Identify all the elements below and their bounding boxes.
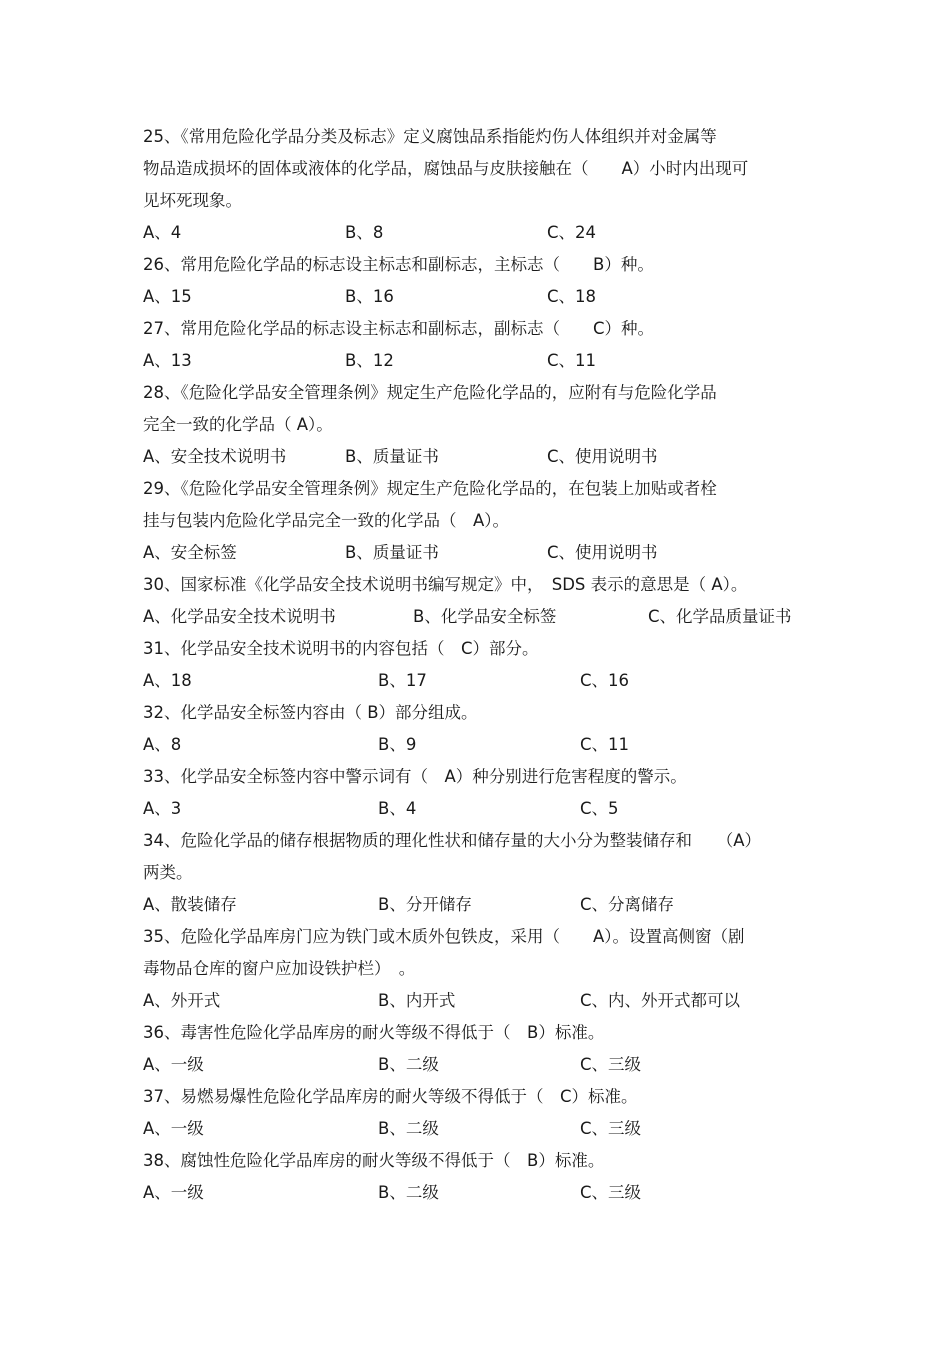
question-text-line: 完全一致的化学品（ A）。: [143, 415, 333, 434]
answer-options: [143, 540, 823, 572]
answer-option-c: C、分离储存: [580, 895, 675, 914]
question-item: [143, 1084, 823, 1148]
answer-options: [143, 892, 823, 924]
answer-option-b: B、质量证书: [345, 447, 439, 466]
question-text-line: 毒物品仓库的窗户应加设铁护栏） 。: [143, 959, 416, 978]
question-text-line: 36、毒害性危险化学品库房的耐火等级不得低于（ B）标准。: [143, 1023, 605, 1042]
answer-option-c: C、5: [580, 799, 619, 818]
answer-option-b: B、二级: [378, 1055, 439, 1074]
answer-option-b: B、质量证书: [345, 543, 439, 562]
answer-option-a: A、外开式: [143, 991, 221, 1010]
answer-options: [143, 1116, 823, 1148]
answer-options: [143, 284, 823, 316]
answer-option-a: A、化学品安全技术说明书: [143, 607, 336, 626]
answer-options: [143, 444, 823, 476]
question-text-line: 33、化学品安全标签内容中警示词有（ A）种分别进行危害程度的警示。: [143, 767, 687, 786]
answer-option-c: C、三级: [580, 1055, 642, 1074]
answer-option-a: A、18: [143, 671, 192, 690]
question-text-line: 38、腐蚀性危险化学品库房的耐火等级不得低于（ B）标准。: [143, 1151, 605, 1170]
answer-options: [143, 668, 823, 700]
answer-option-a: A、安全技术说明书: [143, 447, 287, 466]
answer-option-b: B、二级: [378, 1183, 439, 1202]
answer-option-a: A、13: [143, 351, 192, 370]
answer-option-a: A、3: [143, 799, 182, 818]
answer-option-a: A、一级: [143, 1183, 204, 1202]
answer-option-b: B、16: [345, 287, 394, 306]
answer-option-b: B、二级: [378, 1119, 439, 1138]
answer-option-b: B、8: [345, 223, 384, 242]
answer-option-c: C、使用说明书: [547, 447, 658, 466]
question-item: [143, 924, 823, 1020]
question-text-line: 挂与包装内危险化学品完全一致的化学品（ A）。: [143, 511, 510, 530]
answer-option-c: C、化学品质量证书: [648, 607, 792, 626]
answer-options: [143, 604, 823, 636]
answer-option-b: B、分开储存: [378, 895, 472, 914]
question-text-line: 30、国家标准《化学品安全技术说明书编写规定》中， SDS 表示的意思是（ A）。: [143, 575, 748, 594]
answer-option-a: A、8: [143, 735, 182, 754]
answer-option-a: A、一级: [143, 1119, 204, 1138]
answer-option-a: A、散装储存: [143, 895, 237, 914]
question-text-line: 31、化学品安全技术说明书的内容包括（ C）部分。: [143, 639, 539, 658]
answer-options: [143, 988, 823, 1020]
question-item: [143, 1148, 823, 1212]
question-text-line: 35、危险化学品库房门应为铁门或木质外包铁皮，采用（ A）。设置高侧窗（剧: [143, 927, 745, 946]
answer-options: [143, 1052, 823, 1084]
answer-option-c: C、16: [580, 671, 630, 690]
answer-option-a: A、15: [143, 287, 192, 306]
question-item: [143, 380, 823, 476]
question-item: [143, 636, 823, 700]
answer-options: [143, 348, 823, 380]
answer-option-b: B、12: [345, 351, 394, 370]
question-item: [143, 1020, 823, 1084]
question-text-line: 27、常用危险化学品的标志设主标志和副标志，副标志（ C）种。: [143, 319, 655, 338]
question-text-line: 32、化学品安全标签内容由（ B）部分组成。: [143, 703, 478, 722]
answer-option-b: B、17: [378, 671, 427, 690]
answer-option-c: C、11: [547, 351, 597, 370]
answer-option-c: C、使用说明书: [547, 543, 658, 562]
answer-option-b: B、9: [378, 735, 417, 754]
question-item: [143, 252, 823, 316]
question-item: [143, 828, 823, 924]
answer-option-c: C、18: [547, 287, 597, 306]
answer-options: [143, 220, 823, 252]
question-text-line: 物品造成损坏的固体或液体的化学品，腐蚀品与皮肤接触在（ A）小时内出现可: [143, 159, 749, 178]
question-text-line: 25、《常用危险化学品分类及标志》定义腐蚀品系指能灼伤人体组织并对金属等: [143, 127, 717, 146]
answer-options: [143, 732, 823, 764]
answer-option-c: C、内、外开式都可以: [580, 991, 741, 1010]
question-list: [143, 124, 823, 1212]
question-item: [143, 764, 823, 828]
answer-option-c: C、三级: [580, 1183, 642, 1202]
question-text-line: 两类。: [143, 863, 193, 882]
answer-option-c: C、24: [547, 223, 597, 242]
question-item: [143, 476, 823, 572]
answer-option-b: B、内开式: [378, 991, 456, 1010]
question-text-line: 26、常用危险化学品的标志设主标志和副标志，主标志（ B）种。: [143, 255, 654, 274]
answer-option-a: A、安全标签: [143, 543, 237, 562]
answer-option-a: A、一级: [143, 1055, 204, 1074]
question-item: [143, 124, 823, 252]
answer-options: [143, 796, 823, 828]
answer-option-b: B、化学品安全标签: [413, 607, 557, 626]
answer-options: [143, 1180, 823, 1212]
question-item: [143, 316, 823, 380]
question-item: [143, 700, 823, 764]
answer-option-b: B、4: [378, 799, 417, 818]
question-text-line: 34、危险化学品的储存根据物质的理化性状和储存量的大小分为整装储存和 （A）: [143, 831, 762, 850]
answer-option-c: C、11: [580, 735, 630, 754]
question-text-line: 29、《危险化学品安全管理条例》规定生产危险化学品的，在包装上加贴或者栓: [143, 479, 717, 498]
answer-option-a: A、4: [143, 223, 182, 242]
question-text-line: 28、《危险化学品安全管理条例》规定生产危险化学品的，应附有与危险化学品: [143, 383, 717, 402]
question-text-line: 37、易燃易爆性危险化学品库房的耐火等级不得低于（ C）标准。: [143, 1087, 638, 1106]
question-text-line: 见坏死现象。: [143, 191, 242, 210]
question-item: [143, 572, 823, 636]
answer-option-c: C、三级: [580, 1119, 642, 1138]
